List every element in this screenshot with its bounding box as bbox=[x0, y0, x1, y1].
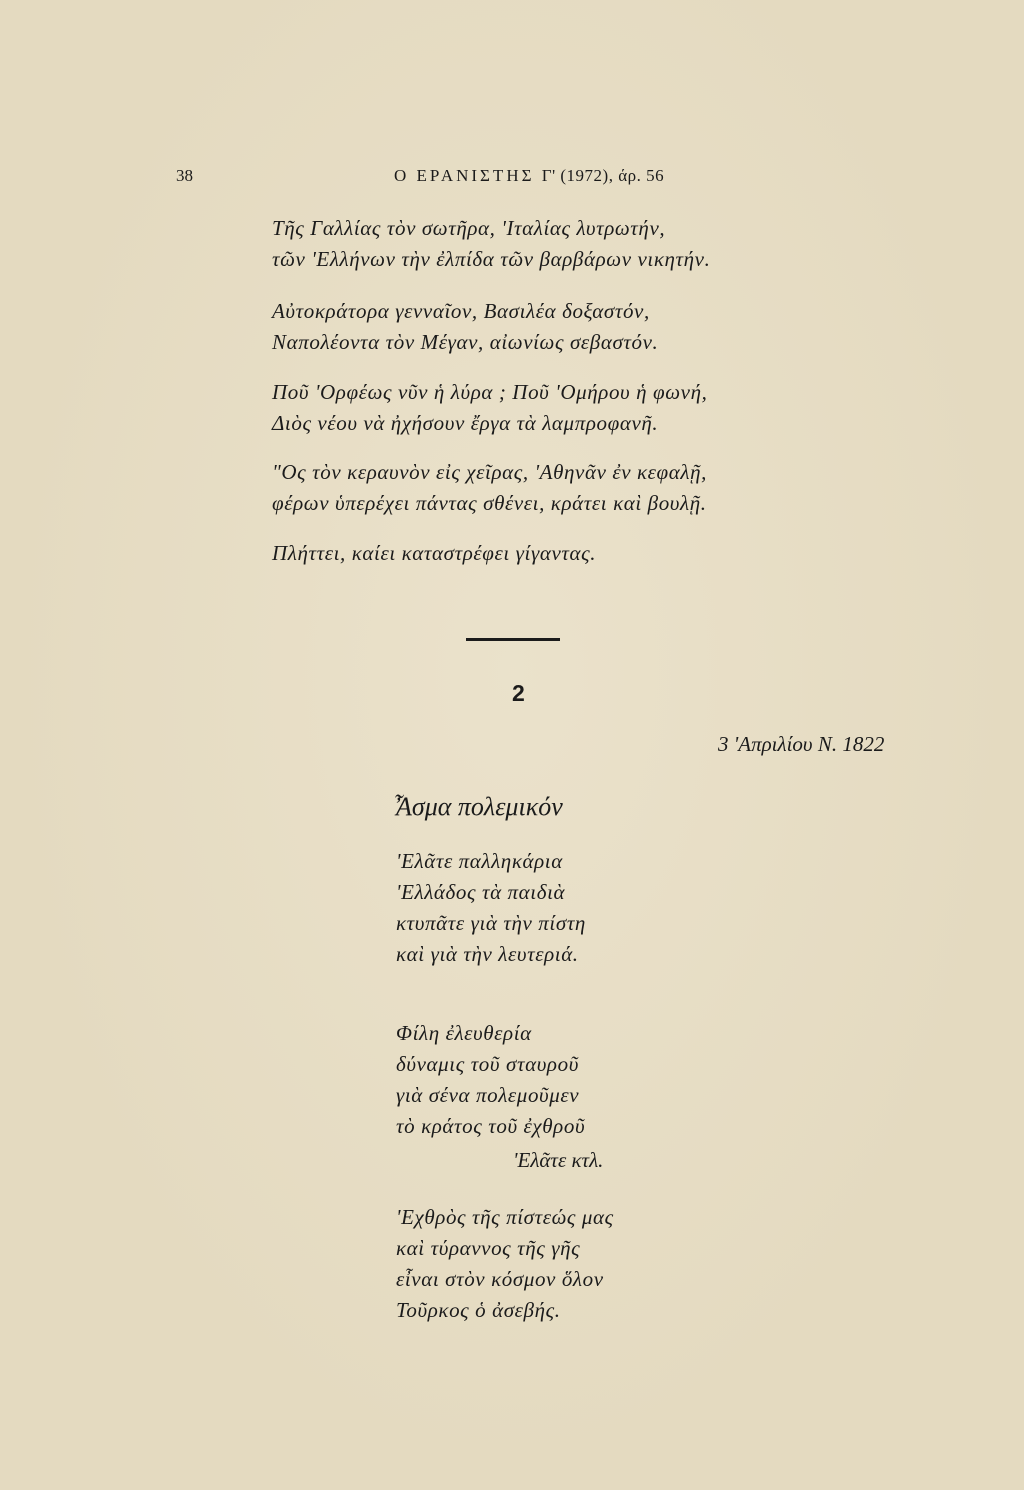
verse-line: Φίλη ἐλευθερία bbox=[396, 1021, 532, 1045]
stanza-3 bbox=[272, 377, 707, 439]
stanza-6 bbox=[396, 846, 586, 970]
verse-line: Τοῦρκος ὁ ἀσεβής. bbox=[396, 1298, 561, 1322]
verse-line: κτυπᾶτε γιὰ τὴν πίστη bbox=[396, 911, 586, 935]
verse-line: Ναπολέοντα τὸν Μέγαν, αἰωνίως σεβαστόν. bbox=[272, 330, 659, 354]
running-head bbox=[394, 166, 664, 186]
verse-line: καὶ τύραννος τῆς γῆς bbox=[396, 1236, 581, 1260]
verse-line: δύναμις τοῦ σταυροῦ bbox=[396, 1052, 579, 1076]
stanza-2 bbox=[272, 296, 658, 358]
verse-line: 'Ελᾶτε παλληκάρια bbox=[396, 849, 563, 873]
section-separator bbox=[466, 638, 560, 641]
verse-line: "Ος τὸν κεραυνὸν εἰς χεῖρας, 'Αθηνᾶν ἐν κεφαλῇ, bbox=[272, 460, 707, 484]
verse-line: Αὐτοκράτορα γενναῖον, Βασιλέα δοξαστόν, bbox=[272, 299, 650, 323]
verse-line: καὶ γιὰ τὴν λευτεριά. bbox=[396, 942, 579, 966]
refrain: 'Ελᾶτε κτλ. bbox=[513, 1148, 604, 1172]
verse-line: τῶν 'Ελλήνων τὴν ἐλπίδα τῶν βαρβάρων νικητήν. bbox=[272, 247, 711, 271]
journal-title: Ο ΕΡΑΝΙΣΤΗΣ bbox=[394, 166, 535, 185]
verse-line: 'Ελλάδος τὰ παιδιὰ bbox=[396, 880, 566, 904]
section-number: 2 bbox=[512, 680, 525, 706]
verse-line: Διὸς νέου νὰ ἠχήσουν ἔργα τὰ λαμπροφανῆ. bbox=[272, 411, 659, 435]
verse-line: τὸ κράτος τοῦ ἐχθροῦ bbox=[396, 1114, 586, 1138]
stanza-8 bbox=[396, 1202, 614, 1326]
date-line: 3 'Απριλίου Ν. 1822 bbox=[718, 732, 885, 756]
stanza-5 bbox=[272, 538, 596, 569]
journal-issue: Γ' (1972), άρ. 56 bbox=[541, 166, 665, 185]
verse-line: Τῆς Γαλλίας τὸν σωτῆρα, 'Ιταλίας λυτρωτήν, bbox=[272, 216, 666, 240]
stanza-4 bbox=[272, 457, 707, 519]
poem-title: Ἆσμα πολεμικόν bbox=[396, 792, 563, 821]
verse-line: γιὰ σένα πολεμοῦμεν bbox=[396, 1083, 580, 1107]
stanza-7 bbox=[396, 1018, 585, 1142]
verse-line: Πλήττει, καίει καταστρέφει γίγαντας. bbox=[272, 541, 597, 565]
verse-line: εἶναι στὸν κόσμον ὅλον bbox=[396, 1267, 604, 1291]
verse-line: Ποῦ 'Ορφέως νῦν ἡ λύρα ; Ποῦ 'Ομήρου ἡ φωνή, bbox=[272, 380, 708, 404]
verse-line: φέρων ὑπερέχει πάντας σθένει, κράτει καὶ βουλῇ. bbox=[272, 491, 707, 515]
stanza-1 bbox=[272, 213, 710, 275]
verse-line: 'Εχθρὸς τῆς πίστεώς μας bbox=[396, 1205, 614, 1229]
page-number: 38 bbox=[176, 166, 193, 185]
